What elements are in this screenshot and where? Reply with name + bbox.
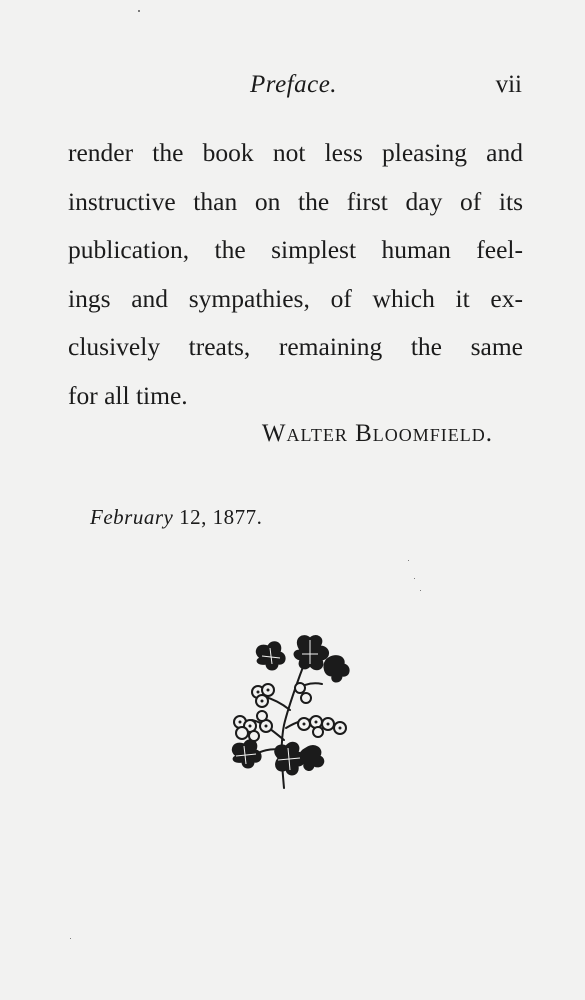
dateline-month: February [90,505,174,529]
dateline-rest: 12, 1877. [179,505,263,529]
paper-speck [414,578,415,579]
paper-speck [138,10,140,12]
paper-speck [420,590,421,591]
text-line: instructive than on the first day of its [68,186,523,216]
paper-speck [70,938,71,939]
preface-paragraph [68,129,523,420]
paper-speck [408,560,409,561]
text-line: publication, the simplest human feel- [68,235,523,264]
text-line: clusively treats, remaining the same [68,332,523,361]
dateline [90,505,262,530]
page-number: vii [495,71,522,98]
text-line: render the book not less pleasing and [68,138,523,167]
running-title: Preface. [250,71,338,98]
berry-sprig-icon [222,630,357,795]
text-line: ings and sympathies, of which it ex- [68,283,523,313]
author-signature: Walter Bloomfield. [261,420,493,447]
text-line: for all time. [68,380,188,410]
